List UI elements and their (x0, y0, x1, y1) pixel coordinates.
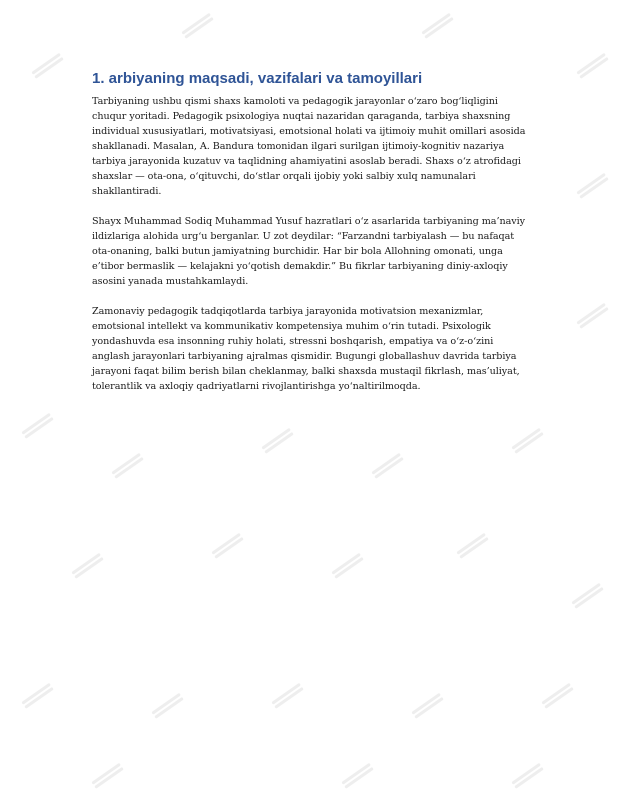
watermark-mark (90, 761, 124, 789)
watermark-mark (575, 171, 609, 199)
watermark-mark (510, 426, 544, 454)
watermark-mark (575, 301, 609, 329)
paragraph-2: Shayx Muhammad Sodiq Muhammad Yusuf hazratlari o‘z asarlarida tarbiyaning ma’naviy ildizlariga alohida urg‘u berganlar. U zot deydilar: “Farzandni tarbiyalash — bu nafaqat ota-onaning, balki butun jamiyatning burchidir. Har bir bola Allohning omonati, unga e’tibor bermaslik — kelajakni yo‘qotish demakdir.” Bu fikrlar tarbiyaning diniy-axloqiy asosini yanada mustahkamlaydi. (92, 216, 526, 287)
watermark-mark (510, 761, 544, 789)
watermark-mark (340, 761, 374, 789)
watermark-mark (455, 531, 489, 559)
paragraph-1: Tarbiyaning ushbu qismi shaxs kamoloti va pedagogik jarayonlar o‘zaro bog‘liqligini chuqur yoritadi. Pedagogik psixologiya nuqtai nazaridan qaraganda, tarbiya shaxsning individual xususiyatlari, motivatsiyasi, emotsional holati va ijtimoiy muhit omillari asosida shakllanadi. Masalan, A. Bandura tomonidan ilgari surilgan ijtimoiy-kognitiv nazariya tarbiya jarayonida kuzatuv va taqlidning ahamiyatini asoslab beradi. Shaxs o‘z atrofidagi shaxslar — ota-ona, o‘qituvchi, do‘stlar orqali ijobiy yoki salbiy xulq namunalari shakllantiradi. (92, 96, 526, 197)
watermark-mark (270, 681, 304, 709)
watermark-mark (150, 691, 184, 719)
watermark-mark (540, 681, 574, 709)
watermark-mark (30, 51, 64, 79)
watermark-mark (260, 426, 294, 454)
watermark-mark (330, 551, 364, 579)
watermark-mark (410, 691, 444, 719)
watermark-mark (180, 11, 214, 39)
document-body (92, 70, 532, 409)
watermark-mark (575, 51, 609, 79)
watermark-mark (20, 681, 54, 709)
watermark-mark (370, 451, 404, 479)
watermark-mark (420, 11, 454, 39)
watermark-mark (110, 451, 144, 479)
watermark-mark (570, 581, 604, 609)
watermark-mark (20, 411, 54, 439)
paragraph-3: Zamonaviy pedagogik tadqiqotlarda tarbiya jarayonida motivatsion mexanizmlar, emotsional intellekt va kommunikativ kompetensiya muhim o‘rin tutadi. Psixologik yondashuvda esa insonning ruhiy holati, stressni boshqarish, empatiya va o‘z-o‘zini anglash jarayonlari tarbiyaning ajralmas qismidir. Bugungi globallashuv davrida tarbiya jarayoni faqat bilim berish bilan cheklanmay, balki shaxsda mustaqil fikrlash, mas’uliyat, tolerantlik va axloqiy qadriyatlarni rivojlantirishga yo‘naltirilmoqda. (92, 306, 520, 392)
watermark-mark (210, 531, 244, 559)
section-heading: 1. arbiyaning maqsadi, vazifalari va tamoyillari (92, 70, 423, 87)
watermark-mark (70, 551, 104, 579)
